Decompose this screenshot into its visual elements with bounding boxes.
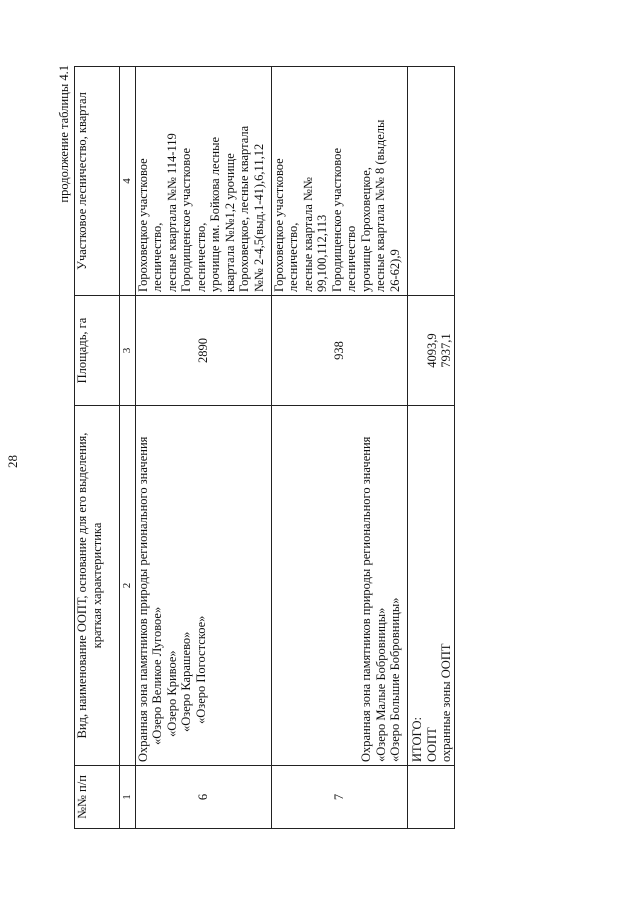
name-line: Охранная зона памятников природы регионального значения <box>359 436 373 762</box>
row-forestry <box>135 67 271 296</box>
row-forestry <box>271 67 407 296</box>
name-line: Охранная зона памятников природы регионального значения <box>135 436 150 762</box>
forestry-line: лесные квартала №№ 114-119 <box>164 133 179 292</box>
totals-label: ИТОГО: <box>410 717 424 762</box>
column-number: 3 <box>120 296 136 406</box>
forestry-line: лесные квартала №№ 8 (выделы <box>373 119 387 292</box>
table-row <box>271 67 407 829</box>
forestry-line: Гороховецкое, лесные квартала <box>237 125 251 292</box>
header-name <box>75 406 120 766</box>
header-number: №№ п/п <box>75 766 120 829</box>
forestry-line: лесничество, <box>150 222 164 292</box>
forestry-line: Городищенское участковое <box>329 147 344 292</box>
name-line: «Озеро Погостское» <box>193 615 208 724</box>
forestry-line: 26-62),9 <box>387 249 402 292</box>
forestry-line: лесничество, <box>193 222 208 292</box>
totals-oopt-label: ООПТ <box>424 727 439 762</box>
table-row <box>135 67 271 829</box>
forestry-line: лесные квартала №№ <box>300 177 315 292</box>
totals-values <box>407 296 454 406</box>
totals-forestry-cell <box>407 67 454 296</box>
column-number: 1 <box>120 766 136 829</box>
header-row <box>75 67 120 829</box>
column-numbers-row <box>120 67 136 829</box>
header-name-line2: краткая характеристика <box>89 522 104 649</box>
forestry-line: №№ 2-4,5(выд.1-41),6,11,12 <box>251 143 266 292</box>
forestry-line: Гороховецкое участковое <box>135 158 150 292</box>
column-number: 4 <box>120 67 136 296</box>
header-forestry: Участковое лесничество, квартал <box>75 67 120 296</box>
name-line: «Озеро Великое Луговое» <box>150 606 164 745</box>
header-area: Площадь, га <box>75 296 120 406</box>
totals-labels <box>407 406 454 766</box>
forestry-line: урочище им. Бойкова лесные <box>208 136 222 292</box>
row-area: 2890 <box>135 296 271 406</box>
table-caption: продолжение таблицы 4.1 <box>57 65 71 203</box>
oopt-table <box>74 66 455 829</box>
row-index: 7 <box>271 766 407 829</box>
name-line: «Озеро Малые Бобровницы» <box>373 607 388 762</box>
forestry-line: урочище Гороховецкое, <box>358 167 373 292</box>
column-number: 2 <box>120 406 136 766</box>
forestry-line: лесничество, <box>286 222 300 292</box>
forestry-line: Гороховецкое участковое <box>271 158 286 292</box>
totals-index-cell <box>407 766 454 829</box>
page-number: 28 <box>5 455 20 468</box>
row-index: 6 <box>135 766 271 829</box>
totals-row <box>407 67 454 829</box>
totals-zone-value: 7937,1 <box>439 333 453 368</box>
totals-zone-label: охранные зоны ООПТ <box>439 643 453 762</box>
forestry-line: лесничество <box>344 225 358 292</box>
name-line: «Озеро Кривое» <box>164 650 179 737</box>
forestry-line: 99,100,112,113 <box>315 214 329 292</box>
row-name <box>271 406 407 766</box>
totals-oopt-value: 4093,9 <box>424 333 439 368</box>
forestry-line: квартала №№1,2 урочище <box>222 153 237 292</box>
header-name-line1: Вид, наименование ООПТ, основание для его выделения, <box>75 432 89 739</box>
row-name <box>135 406 271 766</box>
name-line: «Озеро Большие Бобровницы» <box>388 597 402 762</box>
name-line: «Озеро Карашево» <box>179 631 193 732</box>
row-area: 938 <box>271 296 407 406</box>
forestry-line: Городищенское участковое <box>179 147 193 292</box>
